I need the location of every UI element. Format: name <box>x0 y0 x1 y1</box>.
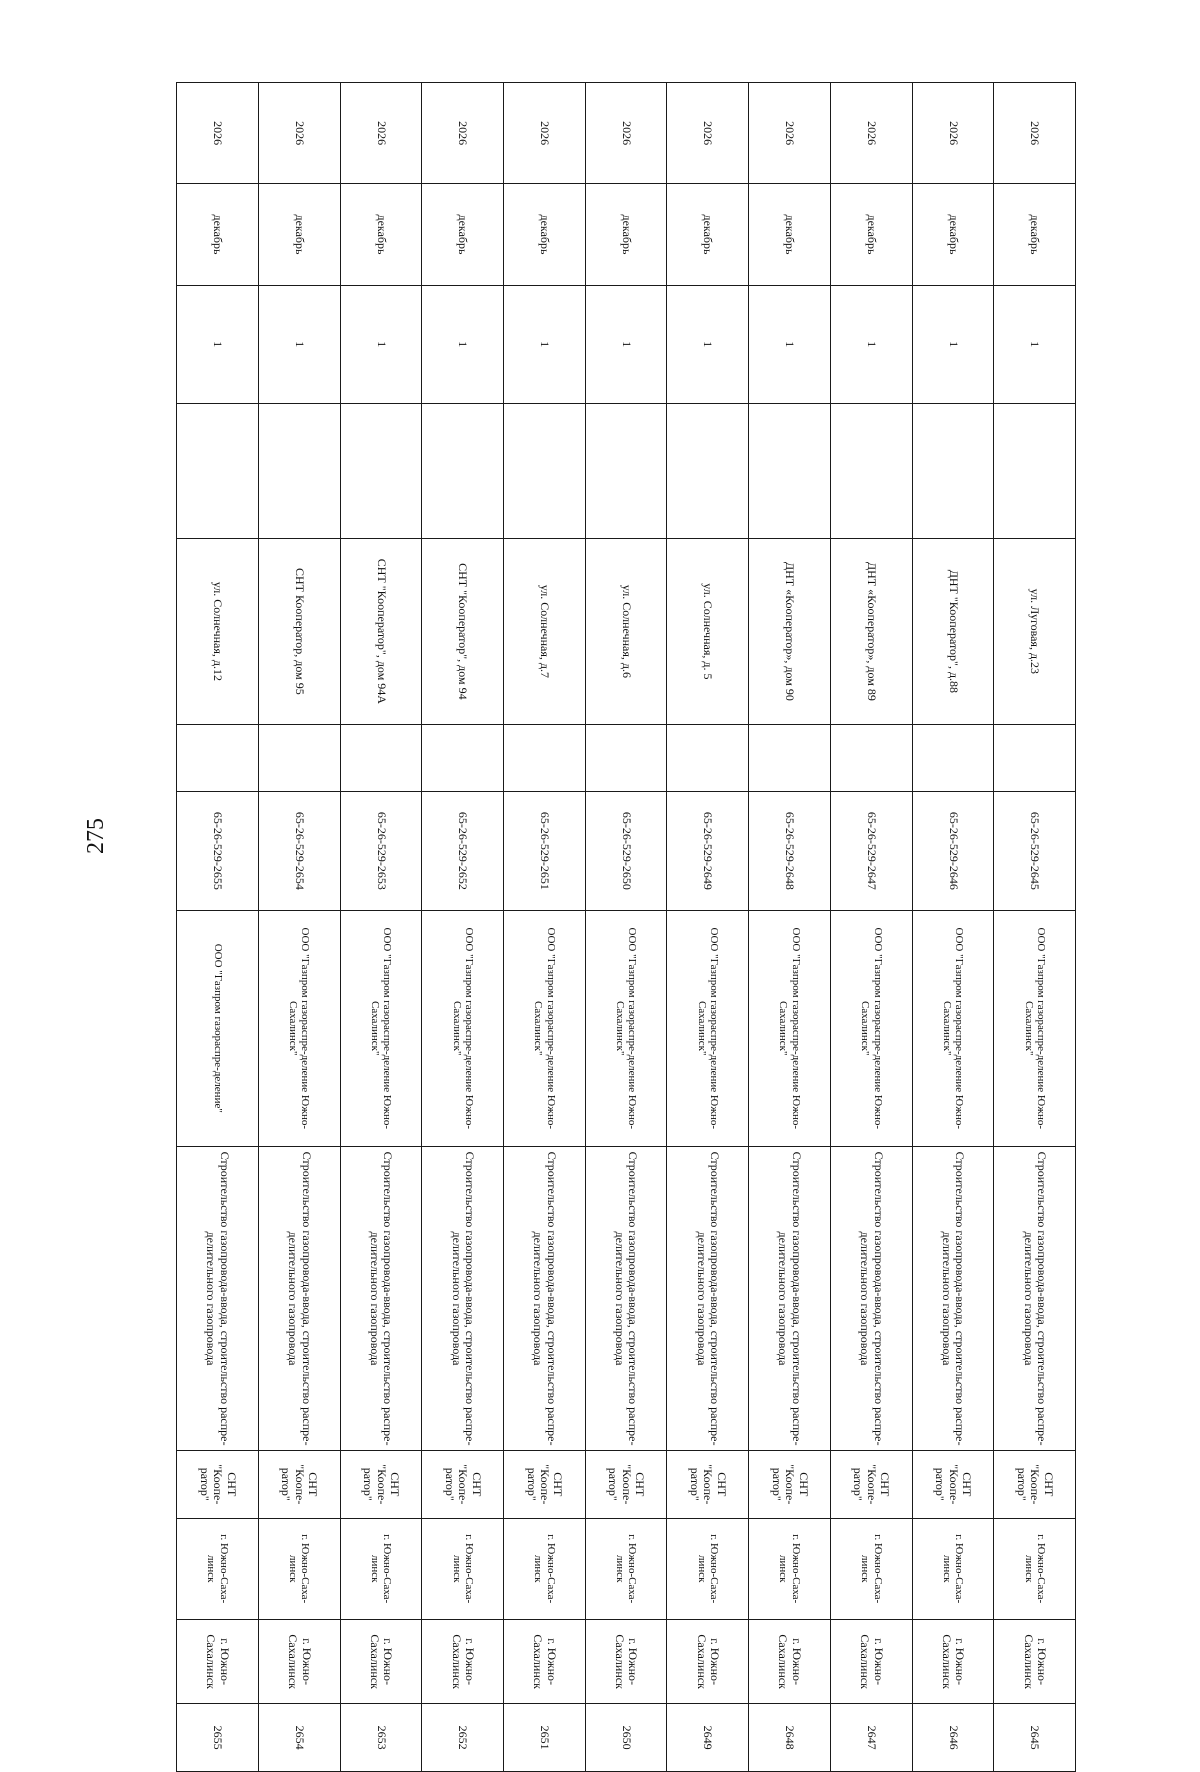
settlement-cell: г. Южно-Саха-линск <box>912 1518 994 1619</box>
row-number-cell: 2654 <box>258 1704 340 1772</box>
settlement-cell: г. Южно-Саха-линск <box>503 1518 585 1619</box>
empty-cell <box>830 724 912 792</box>
organization-cell: СНТ "Коопе-ратор" <box>177 1451 259 1519</box>
month-cell: декабрь <box>177 184 259 285</box>
table-row <box>503 83 585 1772</box>
empty-cell <box>994 403 1076 538</box>
year-cell: 2026 <box>749 83 831 184</box>
empty-cell <box>585 403 667 538</box>
quantity-cell: 1 <box>422 285 504 403</box>
table-body <box>177 83 1076 1772</box>
address-cell: ДНТ «Кооператор», дом 90 <box>749 538 831 724</box>
contractor-cell: ООО "Газпром газораспре-деление Южно-Сахалинск" <box>912 910 994 1146</box>
month-cell: декабрь <box>749 184 831 285</box>
work-description-cell: Строительство газопровода-ввода, строительство распре-делительного газопровода <box>422 1147 504 1451</box>
table-row <box>994 83 1076 1772</box>
table-row <box>585 83 667 1772</box>
contractor-cell: ООО "Газпром газораспре-деление" <box>177 910 259 1146</box>
organization-cell: СНТ "Коопе-ратор" <box>585 1451 667 1519</box>
quantity-cell: 1 <box>503 285 585 403</box>
work-description-cell: Строительство газопровода-ввода, строительство распре-делительного газопровода <box>503 1147 585 1451</box>
code-cell: 65-26-529-2645 <box>994 792 1076 910</box>
settlement-cell: г. Южно-Саха-линск <box>585 1518 667 1619</box>
work-description-cell: Строительство газопровода-ввода, строительство распре-делительного газопровода <box>258 1147 340 1451</box>
table-row <box>667 83 749 1772</box>
city-cell: г. Южно-Сахалинск <box>422 1619 504 1703</box>
empty-cell <box>422 403 504 538</box>
table-row <box>422 83 504 1772</box>
empty-cell <box>749 403 831 538</box>
settlement-cell: г. Южно-Саха-линск <box>258 1518 340 1619</box>
code-cell: 65-26-529-2646 <box>912 792 994 910</box>
code-cell: 65-26-529-2649 <box>667 792 749 910</box>
row-number-cell: 2649 <box>667 1704 749 1772</box>
address-cell: ул. Солнечная, д.12 <box>177 538 259 724</box>
contractor-cell: ООО "Газпром газораспре-деление Южно-Сахалинск" <box>585 910 667 1146</box>
row-number-cell: 2652 <box>422 1704 504 1772</box>
row-number-cell: 2650 <box>585 1704 667 1772</box>
work-description-cell: Строительство газопровода-ввода, строительство распре-делительного газопровода <box>830 1147 912 1451</box>
code-cell: 65-26-529-2648 <box>749 792 831 910</box>
month-cell: декабрь <box>994 184 1076 285</box>
year-cell: 2026 <box>422 83 504 184</box>
organization-cell: СНТ "Коопе-ратор" <box>912 1451 994 1519</box>
row-number-cell: 2646 <box>912 1704 994 1772</box>
empty-cell <box>912 403 994 538</box>
empty-cell <box>503 724 585 792</box>
contractor-cell: ООО "Газпром газораспре-деление Южно-Сахалинск" <box>667 910 749 1146</box>
organization-cell: СНТ "Коопе-ратор" <box>667 1451 749 1519</box>
quantity-cell: 1 <box>585 285 667 403</box>
quantity-cell: 1 <box>340 285 422 403</box>
row-number-cell: 2655 <box>177 1704 259 1772</box>
work-description-cell: Строительство газопровода-ввода, строительство распре-делительного газопровода <box>749 1147 831 1451</box>
address-cell: ДНТ "Кооператор", д.88 <box>912 538 994 724</box>
empty-cell <box>667 724 749 792</box>
settlement-cell: г. Южно-Саха-линск <box>994 1518 1076 1619</box>
year-cell: 2026 <box>830 83 912 184</box>
contractor-cell: ООО "Газпром газораспре-деление Южно-Сахалинск" <box>340 910 422 1146</box>
work-description-cell: Строительство газопровода-ввода, строительство распре-делительного газопровода <box>177 1147 259 1451</box>
organization-cell: СНТ "Коопе-ратор" <box>830 1451 912 1519</box>
empty-cell <box>830 403 912 538</box>
quantity-cell: 1 <box>749 285 831 403</box>
empty-cell <box>422 724 504 792</box>
contractor-cell: ООО "Газпром газораспре-деление Южно-Сахалинск" <box>503 910 585 1146</box>
month-cell: декабрь <box>912 184 994 285</box>
code-cell: 65-26-529-2652 <box>422 792 504 910</box>
year-cell: 2026 <box>503 83 585 184</box>
row-number-cell: 2653 <box>340 1704 422 1772</box>
year-cell: 2026 <box>177 83 259 184</box>
address-cell: ул. Солнечная, д. 5 <box>667 538 749 724</box>
address-cell: ул. Луговая, д.23 <box>994 538 1076 724</box>
code-cell: 65-26-529-2653 <box>340 792 422 910</box>
month-cell: декабрь <box>503 184 585 285</box>
quantity-cell: 1 <box>994 285 1076 403</box>
city-cell: г. Южно-Сахалинск <box>503 1619 585 1703</box>
organization-cell: СНТ "Коопе-ратор" <box>422 1451 504 1519</box>
contractor-cell: ООО "Газпром газораспре-деление Южно-Сахалинск" <box>422 910 504 1146</box>
settlement-cell: г. Южно-Саха-линск <box>749 1518 831 1619</box>
city-cell: г. Южно-Сахалинск <box>177 1619 259 1703</box>
year-cell: 2026 <box>912 83 994 184</box>
address-cell: ул. Солнечная, д.7 <box>503 538 585 724</box>
code-cell: 65-26-529-2651 <box>503 792 585 910</box>
year-cell: 2026 <box>258 83 340 184</box>
code-cell: 65-26-529-2647 <box>830 792 912 910</box>
work-description-cell: Строительство газопровода-ввода, строительство распре-делительного газопровода <box>340 1147 422 1451</box>
data-table <box>176 82 1076 1772</box>
row-number-cell: 2648 <box>749 1704 831 1772</box>
address-cell: ДНТ «Кооператор», дом 89 <box>830 538 912 724</box>
empty-cell <box>912 724 994 792</box>
organization-cell: СНТ "Коопе-ратор" <box>340 1451 422 1519</box>
city-cell: г. Южно-Сахалинск <box>912 1619 994 1703</box>
settlement-cell: г. Южно-Саха-линск <box>177 1518 259 1619</box>
month-cell: декабрь <box>585 184 667 285</box>
work-description-cell: Строительство газопровода-ввода, строительство распре-делительного газопровода <box>585 1147 667 1451</box>
address-cell: ул. Солнечная, д.6 <box>585 538 667 724</box>
empty-cell <box>258 403 340 538</box>
year-cell: 2026 <box>340 83 422 184</box>
address-cell: СНТ "Кооператор", дом 94А <box>340 538 422 724</box>
work-description-cell: Строительство газопровода-ввода, строительство распре-делительного газопровода <box>912 1147 994 1451</box>
empty-cell <box>340 403 422 538</box>
row-number-cell: 2651 <box>503 1704 585 1772</box>
rotated-table-wrapper <box>176 82 1076 1772</box>
table-row <box>258 83 340 1772</box>
page-number: 275 <box>83 818 109 854</box>
year-cell: 2026 <box>667 83 749 184</box>
month-cell: декабрь <box>340 184 422 285</box>
code-cell: 65-26-529-2655 <box>177 792 259 910</box>
city-cell: г. Южно-Сахалинск <box>585 1619 667 1703</box>
city-cell: г. Южно-Сахалинск <box>749 1619 831 1703</box>
month-cell: декабрь <box>422 184 504 285</box>
month-cell: декабрь <box>258 184 340 285</box>
empty-cell <box>177 403 259 538</box>
contractor-cell: ООО "Газпром газораспре-деление Южно-Сахалинск" <box>994 910 1076 1146</box>
settlement-cell: г. Южно-Саха-линск <box>830 1518 912 1619</box>
contractor-cell: ООО "Газпром газораспре-деление Южно-Сахалинск" <box>258 910 340 1146</box>
empty-cell <box>994 724 1076 792</box>
empty-cell <box>503 403 585 538</box>
row-number-cell: 2645 <box>994 1704 1076 1772</box>
city-cell: г. Южно-Сахалинск <box>830 1619 912 1703</box>
table-row <box>912 83 994 1772</box>
code-cell: 65-26-529-2650 <box>585 792 667 910</box>
table-row <box>749 83 831 1772</box>
year-cell: 2026 <box>585 83 667 184</box>
table-row <box>830 83 912 1772</box>
organization-cell: СНТ "Коопе-ратор" <box>994 1451 1076 1519</box>
quantity-cell: 1 <box>830 285 912 403</box>
empty-cell <box>177 724 259 792</box>
settlement-cell: г. Южно-Саха-линск <box>667 1518 749 1619</box>
row-number-cell: 2647 <box>830 1704 912 1772</box>
table-row <box>177 83 259 1772</box>
code-cell: 65-26-529-2654 <box>258 792 340 910</box>
empty-cell <box>340 724 422 792</box>
table-row <box>340 83 422 1772</box>
settlement-cell: г. Южно-Саха-линск <box>422 1518 504 1619</box>
city-cell: г. Южно-Сахалинск <box>258 1619 340 1703</box>
organization-cell: СНТ "Коопе-ратор" <box>258 1451 340 1519</box>
quantity-cell: 1 <box>177 285 259 403</box>
city-cell: г. Южно-Сахалинск <box>667 1619 749 1703</box>
organization-cell: СНТ "Коопе-ратор" <box>749 1451 831 1519</box>
city-cell: г. Южно-Сахалинск <box>340 1619 422 1703</box>
work-description-cell: Строительство газопровода-ввода, строительство распре-делительного газопровода <box>667 1147 749 1451</box>
address-cell: СНТ "Кооператор", дом 94 <box>422 538 504 724</box>
quantity-cell: 1 <box>258 285 340 403</box>
settlement-cell: г. Южно-Саха-линск <box>340 1518 422 1619</box>
empty-cell <box>667 403 749 538</box>
month-cell: декабрь <box>830 184 912 285</box>
city-cell: г. Южно-Сахалинск <box>994 1619 1076 1703</box>
empty-cell <box>749 724 831 792</box>
contractor-cell: ООО "Газпром газораспре-деление Южно-Сахалинск" <box>830 910 912 1146</box>
contractor-cell: ООО "Газпром газораспре-деление Южно-Сахалинск" <box>749 910 831 1146</box>
quantity-cell: 1 <box>667 285 749 403</box>
empty-cell <box>585 724 667 792</box>
address-cell: СНТ Кооператор, дом 95 <box>258 538 340 724</box>
year-cell: 2026 <box>994 83 1076 184</box>
empty-cell <box>258 724 340 792</box>
month-cell: декабрь <box>667 184 749 285</box>
organization-cell: СНТ "Коопе-ратор" <box>503 1451 585 1519</box>
quantity-cell: 1 <box>912 285 994 403</box>
work-description-cell: Строительство газопровода-ввода, строительство распре-делительного газопровода <box>994 1147 1076 1451</box>
